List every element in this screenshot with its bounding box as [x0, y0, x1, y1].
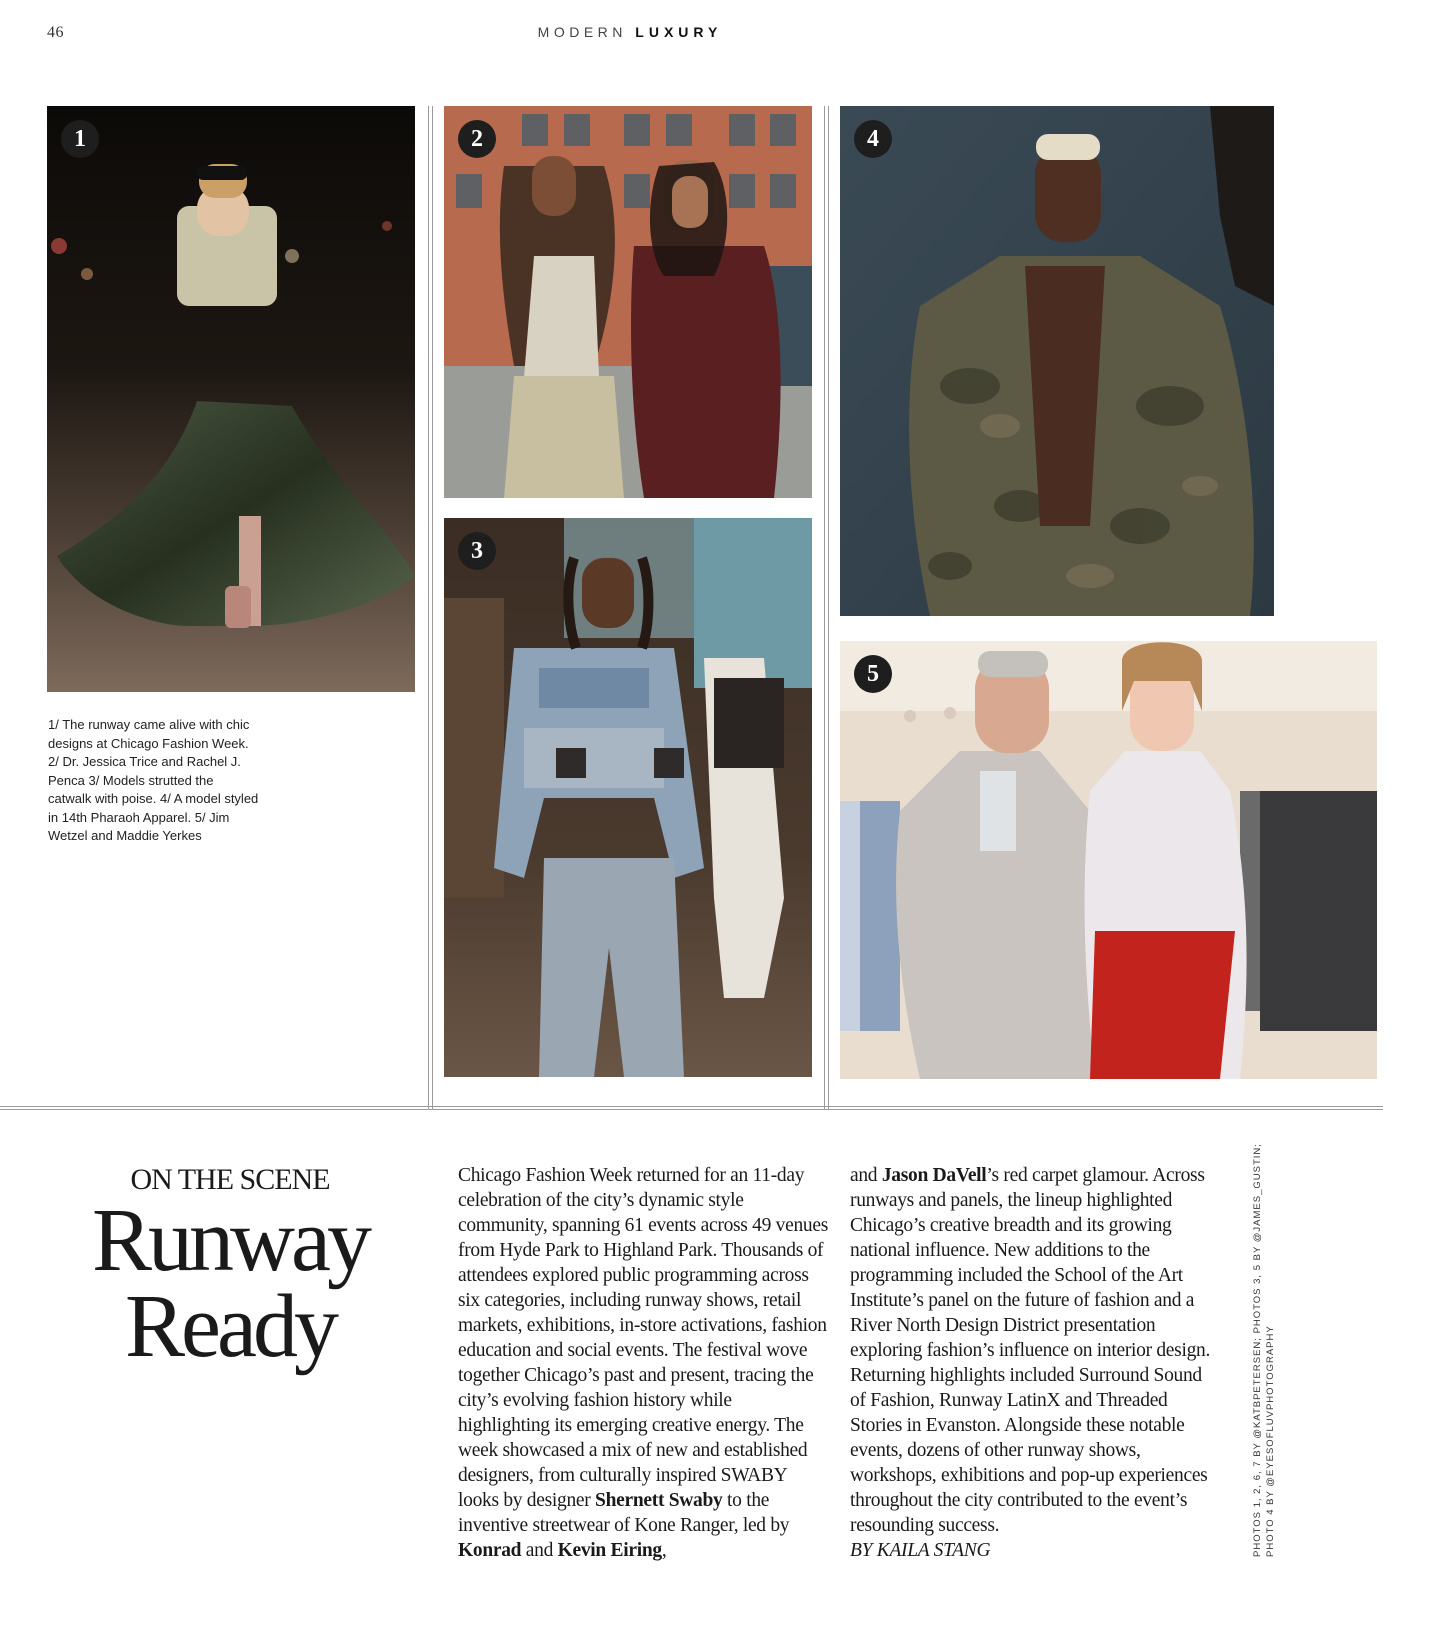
photo-5-number-badge: 5 [854, 655, 892, 693]
column-rule-right [824, 106, 829, 1109]
body-text: and [850, 1165, 882, 1186]
photo-4-number-badge: 4 [854, 120, 892, 158]
body-text: ’s red carpet glamour. Across runways and panels, the lineup highlighted Chicago’s creative breadth and its growing national influence. New additions to the programming included the School of the Art Institute’s panel on the future of fashion and a River North Design District presentation exploring fashion’s influence on interior design. Returning highlights included Surround Sound of Fashion, Runway LatinX and Threaded Stories in Evanston. Alongside these notable events, dozens of other runway shows, workshops, exhibitions and pop-up experiences throughout the city contributed to the event’s resounding success. [850, 1165, 1211, 1536]
body-text: Chicago Fashion Week returned for an 11-day celebration of the city’s dynamic style community, spanning 61 events across 49 venues from Hyde Park to Highland Park. Thousands of attendees explored public programming across six categories, including runway shows, retail markets, exhibitions, in-store activations, fashion education and social events. The festival wove together Chicago’s past and present, tracing the city’s evolving fashion history while highlighting its emerging creative energy. The week showcased a mix of new and established designers, from culturally inspired SWABY looks by designer [458, 1165, 828, 1511]
bold-name: Konrad [458, 1540, 522, 1561]
body-text: , [661, 1540, 667, 1561]
section-kicker: ON THE SCENE [130, 1163, 330, 1196]
photo-2-number-badge: 2 [458, 120, 496, 158]
photo-4-image [840, 106, 1274, 616]
article-column-2 [850, 1163, 1220, 1563]
photo-1-runway-model [47, 106, 415, 692]
masthead-luxury: LUXURY [635, 24, 723, 40]
page-number: 46 [47, 24, 64, 41]
photo-1-number-badge: 1 [61, 120, 99, 158]
masthead-modern: MODERN [537, 24, 627, 40]
bold-name: Jason DaVell [881, 1165, 987, 1186]
photo-credit-line-2: PHOTO 4 BY @EYESOFLUVPHOTOGRAPHY [1264, 1325, 1276, 1557]
photo-5-image [840, 641, 1377, 1079]
headline [60, 1191, 400, 1376]
bold-name: Kevin Eiring [557, 1540, 662, 1561]
bold-name: Shernett Swaby [595, 1490, 723, 1511]
body-text: to the inventive streetwear of Kone Ranger, led by [458, 1490, 790, 1536]
photo-credit-line-1: PHOTOS 1, 2, 6, 7 BY @KATBPETERSEN; PHOTOS 3, 5 BY @JAMES_GUSTIN; [1252, 1143, 1263, 1557]
column-rule-left [428, 106, 433, 1109]
masthead [0, 24, 1260, 40]
photo-3-runway-walk [444, 518, 812, 1077]
photo-3-image [444, 518, 812, 1077]
headline-line-1: Runway [92, 1191, 368, 1290]
photo-1-image [47, 106, 415, 692]
section-rule [0, 1106, 1383, 1110]
photo-2-image [444, 106, 812, 498]
photo-caption: 1/ The runway came alive with chic designs at Chicago Fashion Week. 2/ Dr. Jessica Trice and Rachel J. Penca 3/ Models strutted the catwalk with poise. 4/ A model styled in 14th Pharaoh Apparel. 5/ Jim Wetzel and Maddie Yerkes [48, 717, 259, 843]
body-text: and [521, 1540, 558, 1561]
byline: BY KAILA STANG [850, 1540, 991, 1561]
photo-credit [1252, 1143, 1277, 1557]
photo-2-two-women [444, 106, 812, 498]
article-column-1 [458, 1163, 828, 1563]
photo-4-model-portrait [840, 106, 1274, 616]
photo-3-number-badge: 3 [458, 532, 496, 570]
photo-5-two-guests [840, 641, 1377, 1079]
headline-line-2: Ready [125, 1277, 335, 1376]
